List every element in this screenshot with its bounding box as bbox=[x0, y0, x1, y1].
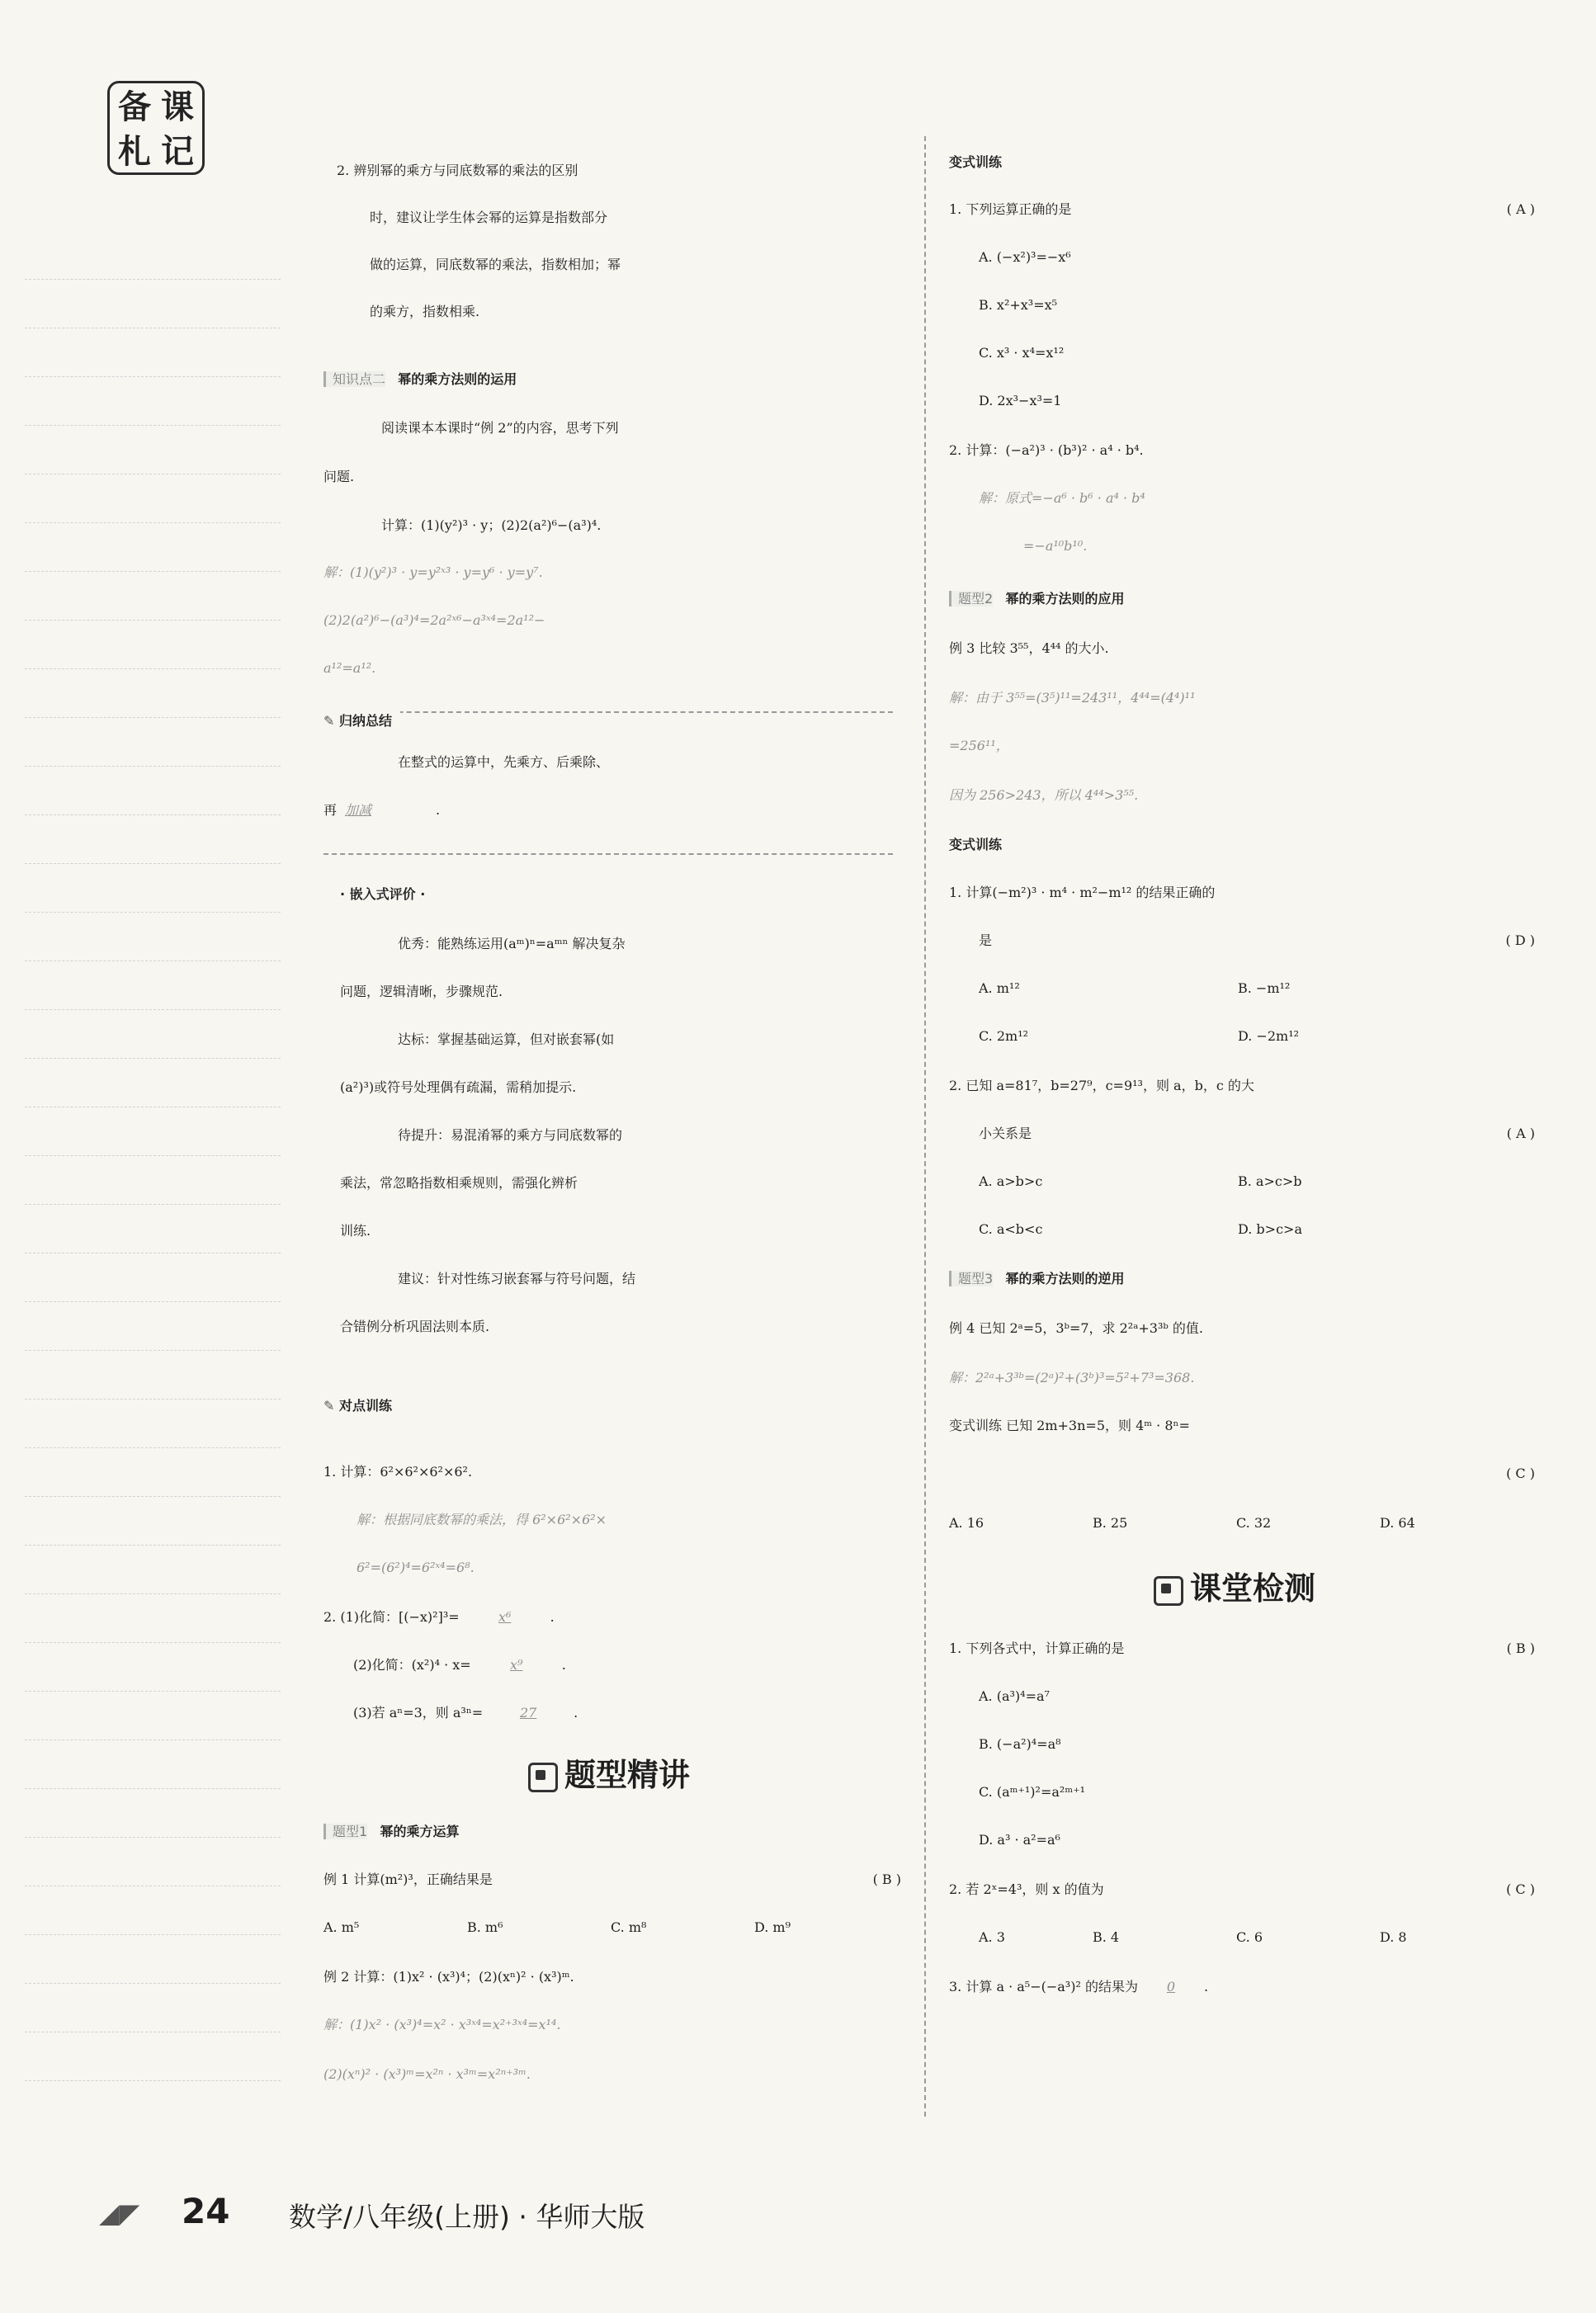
example4: 例 4 已知 2ᵃ=5，3ᵇ=7，求 2²ᵃ+3³ᵇ 的值. bbox=[949, 1320, 1203, 1336]
variant2-title: 变式训练 bbox=[949, 837, 1003, 852]
v1-opt-a: A. (−x²)³=−x⁶ bbox=[979, 249, 1071, 265]
read-line2: 问题. bbox=[323, 469, 355, 484]
v4-question1: 2. 已知 a=81⁷，b=27⁹，c=9¹³，则 a，b，c 的大 bbox=[949, 1078, 1254, 1093]
v1-opt-d: D. 2x³−x³=1 bbox=[979, 393, 1062, 408]
left-item2-line4: 的乘方，指数相乘. bbox=[370, 304, 480, 319]
eval-line9: 合错例分析巩固法则本质. bbox=[340, 1319, 490, 1334]
types-title: 题型精讲 bbox=[528, 1749, 690, 1795]
v4-opt-c: C. a<b<c bbox=[979, 1221, 1043, 1237]
type1-tag: 题型1 bbox=[323, 1824, 367, 1839]
c2-opt-a: A. 3 bbox=[979, 1929, 1005, 1945]
type2-title: 幂的乘方法则的应用 bbox=[1005, 591, 1125, 607]
eval-line5: 待提升：易混淆幂的乘方与同底数幂的 bbox=[398, 1127, 623, 1143]
example1-opt-c: C. m⁸ bbox=[611, 1919, 647, 1935]
example4-sol: 解：2²ᵃ+3³ᵇ=(2ᵃ)²+(3ᵇ)³=5²+7³=368. bbox=[949, 1370, 1195, 1385]
v1-answer: ( A ) bbox=[1506, 201, 1535, 217]
example3-sol2: =256¹¹， bbox=[949, 738, 1009, 753]
calc-solution-3: a¹²=a¹². bbox=[323, 660, 376, 676]
drill-q1: 1. 计算：6²×6²×6²×6². bbox=[323, 1464, 473, 1480]
drill-q2b: (2)化简：(x²)⁴ · x= x⁹ . bbox=[353, 1657, 566, 1673]
page-number: 24 bbox=[182, 2191, 230, 2231]
eval-line2: 问题，逻辑清晰，步骤规范. bbox=[340, 984, 503, 999]
v1-question: 1. 下列运算正确的是 ( A ) bbox=[949, 191, 1535, 228]
type1-title: 幂的乘方运算 bbox=[380, 1824, 460, 1839]
drill-title: ✎ 对点训练 bbox=[323, 1398, 392, 1414]
example2-sol2: (2)(xⁿ)² · (x³)ᵐ=x²ⁿ · x³ᵐ=x²ⁿ⁺³ᵐ. bbox=[323, 2066, 531, 2082]
c2-answer: ( C ) bbox=[1506, 1881, 1535, 1897]
kp2-heading bbox=[323, 361, 517, 398]
c3-question: 3. 计算 a · a⁵−(−a³)² 的结果为 0 . bbox=[949, 1979, 1209, 1994]
v3-answer: ( D ) bbox=[1505, 932, 1535, 948]
eval-title: · 嵌入式评价 · bbox=[340, 886, 426, 902]
eval-line3: 达标：掌握基础运算，但对嵌套幂(如 bbox=[398, 1031, 615, 1047]
left-item2-line3: 做的运算，同底数幂的乘法，指数相加；幂 bbox=[370, 257, 621, 272]
example1: 例 1 计算(m²)³，正确结果是 ( B ) bbox=[323, 1862, 901, 1898]
check-title: 课堂检测 bbox=[1154, 1563, 1315, 1608]
example3-sol3: 因为 256>243，所以 4⁴⁴>3⁵⁵. bbox=[949, 787, 1139, 803]
c2-opt-d: D. 8 bbox=[1380, 1929, 1407, 1945]
column-divider bbox=[924, 136, 926, 2117]
drill-q2a: 2. (1)化简：[(−x)²]³= x⁶ . bbox=[323, 1609, 555, 1625]
v4-opt-b: B. a>c>b bbox=[1238, 1173, 1302, 1189]
notes-logo: 备 课 札 记 bbox=[107, 81, 205, 175]
kp2-tag: 知识点二 bbox=[323, 371, 385, 387]
type3-heading bbox=[949, 1261, 1124, 1297]
variant1-title: 变式训练 bbox=[949, 154, 1003, 170]
v3-question1: 1. 计算(−m²)³ · m⁴ · m²−m¹² 的结果正确的 bbox=[949, 885, 1216, 900]
calc-question: 计算：(1)(y²)³ · y；(2)2(a²)⁶−(a³)⁴. bbox=[381, 517, 602, 533]
example2-sol1: 解：(1)x² · (x³)⁴=x² · x³ˣ⁴=x²⁺³ˣ⁴=x¹⁴. bbox=[323, 2017, 561, 2032]
v3-question2: 是 ( D ) bbox=[979, 923, 1535, 959]
left-item2-line1: 2. 辨别幂的乘方与同底数幂的乘法的区别 bbox=[337, 163, 578, 178]
drill-q1-sol1: 解：根据同底数幂的乘法，得 6²×6²×6²× bbox=[357, 1512, 607, 1527]
c1-question: 1. 下列各式中，计算正确的是 ( B ) bbox=[949, 1631, 1535, 1667]
example1-opt-b: B. m⁶ bbox=[467, 1919, 503, 1935]
v2-sol1: 解：原式=−a⁶ · b⁶ · a⁴ · b⁴ bbox=[979, 490, 1145, 506]
section-icon bbox=[528, 1763, 558, 1792]
v3-opt-c: C. 2m¹² bbox=[979, 1028, 1029, 1044]
variant3: 变式训练 已知 2m+3n=5，则 4ᵐ · 8ⁿ= bbox=[949, 1418, 1190, 1433]
example3-sol1: 解：由于 3⁵⁵=(3⁵)¹¹=243¹¹，4⁴⁴=(4⁴)¹¹ bbox=[949, 690, 1196, 706]
c1-opt-d: D. a³ · a²=a⁶ bbox=[979, 1832, 1060, 1848]
section-icon bbox=[1154, 1576, 1183, 1606]
v4-opt-d: D. b>c>a bbox=[1238, 1221, 1302, 1237]
note-lines bbox=[25, 231, 281, 2081]
summary-box bbox=[323, 711, 893, 855]
calc-solution-2: (2)2(a²)⁶−(a³)⁴=2a²ˣ⁶−a³ˣ⁴=2a¹²− bbox=[323, 612, 545, 628]
example1-opt-a: A. m⁵ bbox=[323, 1919, 360, 1935]
v1-opt-b: B. x²+x³=x⁵ bbox=[979, 297, 1058, 313]
example3: 例 3 比较 3⁵⁵，4⁴⁴ 的大小. bbox=[949, 640, 1109, 656]
v1-opt-c: C. x³ · x⁴=x¹² bbox=[979, 345, 1065, 361]
drill-q1-sol2: 6²=(6²)⁴=6²ˣ⁴=6⁸. bbox=[357, 1560, 475, 1575]
v3-opt-b: B. −m¹² bbox=[1238, 980, 1291, 996]
eval-line4: (a²)³)或符号处理偶有疏漏，需稍加提示. bbox=[340, 1079, 577, 1095]
eval-line6: 乘法，常忽略指数相乘规则，需强化辨析 bbox=[340, 1175, 578, 1191]
v3-opt-d: D. −2m¹² bbox=[1238, 1028, 1300, 1044]
c1-opt-c: C. (aᵐ⁺¹)²=a²ᵐ⁺¹ bbox=[979, 1784, 1085, 1800]
var3-opt-b: B. 25 bbox=[1093, 1515, 1128, 1531]
v4-question2: 小关系是 ( A ) bbox=[979, 1116, 1535, 1152]
type3-title: 幂的乘方法则的逆用 bbox=[1005, 1271, 1125, 1286]
c2-opt-c: C. 6 bbox=[1236, 1929, 1263, 1945]
c1-answer: ( B ) bbox=[1506, 1640, 1535, 1656]
eval-line8: 建议：针对性练习嵌套幂与符号问题，结 bbox=[398, 1271, 636, 1286]
read-line1: 阅读课本本课时“例 2”的内容，思考下列 bbox=[381, 420, 619, 436]
var3-opt-c: C. 32 bbox=[1236, 1515, 1272, 1531]
c1-opt-a: A. (a³)⁴=a⁷ bbox=[979, 1688, 1050, 1704]
v2-sol2: =−a¹⁰b¹⁰. bbox=[1023, 538, 1088, 554]
left-item2-line2: 时，建议让学生体会幂的运算是指数部分 bbox=[370, 210, 608, 225]
summary-line2: 再 加减 . bbox=[323, 792, 440, 828]
summary-line1: 在整式的运算中，先乘方、后乘除、 bbox=[398, 754, 610, 770]
type2-heading bbox=[949, 581, 1124, 617]
calc-solution-1: 解：(1)(y²)³ · y=y²ˣ³ · y=y⁶ · y=y⁷. bbox=[323, 564, 543, 580]
c2-opt-b: B. 4 bbox=[1093, 1929, 1120, 1945]
v4-opt-a: A. a>b>c bbox=[979, 1173, 1043, 1189]
type2-tag: 题型2 bbox=[949, 591, 993, 607]
summary-blank: 加减 bbox=[345, 802, 372, 818]
kp2-title: 幂的乘方法则的运用 bbox=[398, 371, 517, 387]
var3-opt-a: A. 16 bbox=[949, 1515, 985, 1531]
c1-opt-b: B. (−a²)⁴=a⁸ bbox=[979, 1736, 1061, 1752]
example1-opt-d: D. m⁹ bbox=[754, 1919, 791, 1935]
type3-tag: 题型3 bbox=[949, 1271, 993, 1286]
variant3-answer: ( C ) bbox=[1506, 1466, 1535, 1481]
book-title: 数学/八年级(上册) · 华师大版 bbox=[289, 2201, 645, 2233]
v2-question: 2. 计算：(−a²)³ · (b³)² · a⁴ · b⁴. bbox=[949, 442, 1144, 458]
var3-opt-d: D. 64 bbox=[1380, 1515, 1415, 1531]
drill-q2c: (3)若 aⁿ=3，则 a³ⁿ= 27 . bbox=[353, 1705, 578, 1721]
summary-title: ✎ 归纳总结 bbox=[323, 703, 400, 739]
v4-answer: ( A ) bbox=[1506, 1126, 1535, 1141]
eval-line7: 训练. bbox=[340, 1223, 371, 1239]
v3-opt-a: A. m¹² bbox=[979, 980, 1020, 996]
c2-question: 2. 若 2ˣ=4³，则 x 的值为 ( C ) bbox=[949, 1872, 1535, 1908]
corner-arrow-icon: ◢◤ bbox=[99, 2197, 140, 2229]
example2: 例 2 计算：(1)x² · (x³)⁴；(2)(xⁿ)² · (x³)ᵐ. bbox=[323, 1969, 574, 1985]
type1-heading bbox=[323, 1814, 459, 1850]
eval-line1: 优秀：能熟练运用(aᵐ)ⁿ=aᵐⁿ 解决复杂 bbox=[398, 936, 626, 951]
example1-answer: ( B ) bbox=[872, 1872, 901, 1887]
